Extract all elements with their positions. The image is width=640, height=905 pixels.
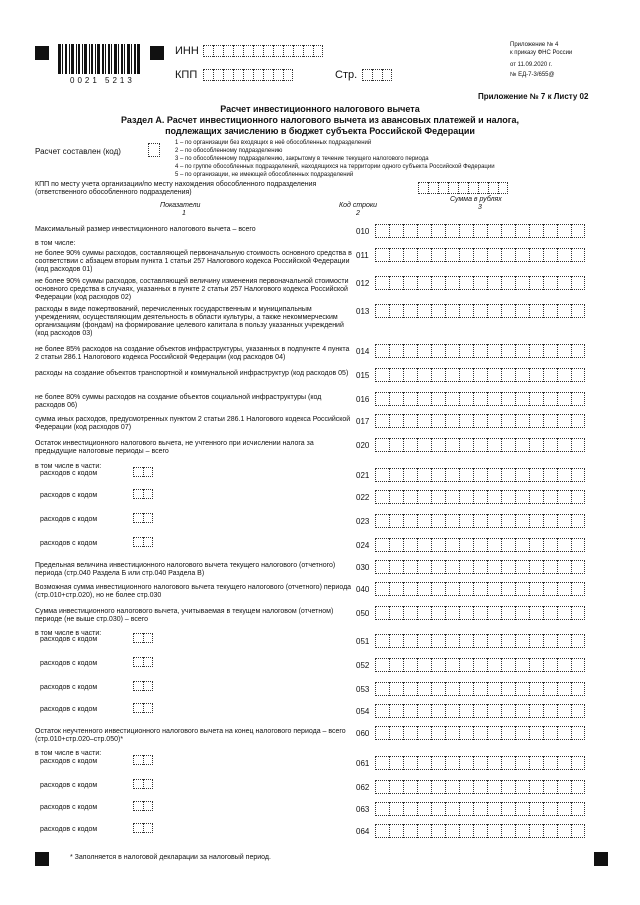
col-code-num: 2	[356, 210, 360, 217]
row-label: расходов с кодом	[40, 636, 98, 643]
page-number-field[interactable]	[362, 69, 392, 81]
sum-field[interactable]	[375, 780, 585, 794]
row-code: 052	[356, 661, 370, 670]
row-label: сумма иных расходов, предусмотренных пунктом 2 статьи 286.1 Налогового кодекса Российской Федерации (код расходов 07)	[35, 416, 351, 431]
col-indicators-num: 1	[182, 210, 186, 217]
col-indicators: Показатели	[160, 202, 201, 209]
title-line-2: Раздел А. Расчет инвестиционного налогового вычета из авансовых платежей и налога,	[121, 115, 519, 125]
sum-field[interactable]	[375, 704, 585, 718]
row-code: 021	[356, 471, 370, 480]
expense-code-field[interactable]	[133, 537, 153, 547]
row-code: 051	[356, 637, 370, 646]
sum-field[interactable]	[375, 438, 585, 452]
barcode-number: 0021 5213	[70, 76, 135, 85]
sum-field[interactable]	[375, 304, 585, 318]
row-label: в том числе в части:	[35, 463, 102, 470]
row-code: 040	[356, 585, 370, 594]
kpp-location-field[interactable]	[418, 182, 508, 194]
row-label: расходов с кодом	[40, 684, 98, 691]
calc-option-5: 5 – по организации, не имеющей обособленных подразделений	[175, 172, 354, 178]
sum-field[interactable]	[375, 248, 585, 262]
row-label: расходов с кодом	[40, 804, 98, 811]
row-label: не более 90% суммы расходов, составляющей первоначальную стоимость основного средства в соответствии с абзацем вторым пункта 1 статьи 257 Налогового кодекса Российской Федерации (код расходов 01)	[35, 250, 352, 273]
row-label: расходов с кодом	[40, 540, 98, 547]
expense-code-field[interactable]	[133, 681, 153, 691]
row-code: 030	[356, 563, 370, 572]
row-label: в том числе в части:	[35, 750, 102, 757]
appendix-sheet: Приложение № 7 к Листу 02	[478, 92, 589, 101]
sum-field[interactable]	[375, 490, 585, 504]
sum-field[interactable]	[375, 726, 585, 740]
row-code: 015	[356, 371, 370, 380]
row-code: 022	[356, 493, 370, 502]
row-label: расходов с кодом	[40, 782, 98, 789]
row-label: в том числе в части:	[35, 630, 102, 637]
row-label: расходов с кодом	[40, 660, 98, 667]
sum-field[interactable]	[375, 802, 585, 816]
corner-marker-top-mid	[150, 46, 164, 60]
col-code: Код строки	[339, 202, 378, 209]
sum-field[interactable]	[375, 276, 585, 290]
appendix-line-2: к приказу ФНС России	[510, 50, 573, 56]
corner-marker-top-left	[35, 46, 49, 60]
row-code: 013	[356, 307, 370, 316]
inn-label: ИНН	[175, 45, 199, 57]
sum-field[interactable]	[375, 756, 585, 770]
row-label: Максимальный размер инвестиционного налогового вычета – всего	[35, 226, 256, 233]
row-code: 020	[356, 441, 370, 450]
sum-field[interactable]	[375, 514, 585, 528]
footnote: * Заполняется в налоговой декларации за налоговый период.	[70, 854, 271, 861]
row-code: 017	[356, 417, 370, 426]
corner-marker-bottom-left	[35, 852, 49, 866]
row-code: 024	[356, 541, 370, 550]
expense-code-field[interactable]	[133, 513, 153, 523]
row-label: Возможная сумма инвестиционного налогового вычета текущего налогового (отчетного) периода (стр.010+стр.020), но не более стр.030	[35, 584, 352, 599]
sum-field[interactable]	[375, 538, 585, 552]
title-line-1: Расчет инвестиционного налогового вычета	[220, 104, 420, 114]
sum-field[interactable]	[375, 414, 585, 428]
appendix-line-4: № ЕД-7-3/655@	[510, 72, 555, 78]
row-code: 064	[356, 827, 370, 836]
sum-field[interactable]	[375, 392, 585, 406]
title-line-3: подлежащих зачислению в бюджет субъекта Российской Федерации	[165, 126, 475, 136]
row-label: Остаток неучтенного инвестиционного налогового вычета на конец налогового периода – всего (стр.010+стр.020–стр.050)*	[35, 728, 346, 743]
kpp-field[interactable]	[203, 69, 293, 81]
sum-field[interactable]	[375, 658, 585, 672]
row-label: расходов с кодом	[40, 826, 98, 833]
col-sum: Сумма в рублях	[450, 196, 502, 203]
row-label: расходы на создание объектов транспортной и коммунальной инфраструктур (код расходов 05)	[35, 370, 349, 377]
sum-field[interactable]	[375, 368, 585, 382]
appendix-line-3: от 11.09.2020 г.	[510, 62, 552, 68]
sum-field[interactable]	[375, 560, 585, 574]
row-label: Остаток инвестиционного налогового вычета, не учтенного при исчислении налога за предыдущие налоговые периоды – всего	[35, 440, 314, 455]
expense-code-field[interactable]	[133, 467, 153, 477]
row-code: 010	[356, 227, 370, 236]
row-code: 053	[356, 685, 370, 694]
kpp-location-label: КПП по месту учета организации/по месту нахождения обособленного подразделения (ответственного обособленного подразделения)	[35, 181, 317, 196]
row-label: не более 85% расходов на создание объектов инфраструктуры, указанных в подпункте 4 пункта 2 статьи 286.1 Налогового кодекса Российской Федерации (код расходов 04)	[35, 346, 350, 361]
row-code: 023	[356, 517, 370, 526]
barcode	[58, 44, 140, 74]
row-code: 063	[356, 805, 370, 814]
row-label: расходов с кодом	[40, 706, 98, 713]
appendix-line-1: Приложение № 4	[510, 42, 559, 48]
row-label: не более 80% суммы расходов на создание объектов социальной инфраструктуры (код расходов 06)	[35, 394, 322, 409]
row-code: 062	[356, 783, 370, 792]
expense-code-field[interactable]	[133, 489, 153, 499]
inn-field[interactable]	[203, 45, 323, 57]
sum-field[interactable]	[375, 682, 585, 696]
kpp-label: КПП	[175, 69, 198, 81]
barcode-graphic	[58, 44, 140, 74]
row-code: 054	[356, 707, 370, 716]
expense-code-field[interactable]	[133, 779, 153, 789]
row-label: расходов с кодом	[40, 470, 98, 477]
calc-option-1: 1 – по организации без входящих в неё обособленных подразделений	[175, 140, 372, 146]
page-label: Стр.	[335, 69, 358, 81]
row-code: 016	[356, 395, 370, 404]
row-code: 050	[356, 609, 370, 618]
row-code: 014	[356, 347, 370, 356]
sum-field[interactable]	[375, 344, 585, 358]
row-code: 061	[356, 759, 370, 768]
expense-code-field[interactable]	[133, 755, 153, 765]
calc-code-field[interactable]	[148, 143, 160, 157]
row-label: не более 90% суммы расходов, составляющей величину изменения первоначальной стоимости основного средства в случаях, указанных в пункте 2 статьи 257 Налогового кодекса Российской Федерации (код расходов 02)	[35, 278, 349, 301]
sum-field[interactable]	[375, 634, 585, 648]
row-label: расходы в виде пожертвований, перечисленных государственным и муниципальным учреждениям, осуществляющим деятельность в области культуры, а также некоммерческим организациям (фондам) на формирование целевого капитала в пользу указанных учреждений (код расходов 03)	[35, 306, 344, 337]
calc-option-3: 3 – по обособленному подразделению, закрытому в течение текущего налогового периода	[175, 156, 429, 162]
row-label: в том числе:	[35, 240, 76, 247]
row-label: Предельная величина инвестиционного налогового вычета текущего налогового (отчетного) периода (стр.040 Раздела Б или стр.040 Раздела В)	[35, 562, 336, 577]
sum-field[interactable]	[375, 606, 585, 620]
row-code: 012	[356, 279, 370, 288]
row-label: расходов с кодом	[40, 758, 98, 765]
row-code: 060	[356, 729, 370, 738]
expense-code-field[interactable]	[133, 801, 153, 811]
calc-option-2: 2 – по обособленному подразделению	[175, 148, 283, 154]
col-sum-num: 3	[478, 204, 482, 211]
corner-marker-bottom-right	[594, 852, 608, 866]
row-label: Сумма инвестиционного налогового вычета, учитываемая в текущем налоговом (отчетном) периоде (не выше стр.030) – всего	[35, 608, 334, 623]
expense-code-field[interactable]	[133, 703, 153, 713]
row-code: 011	[356, 251, 369, 260]
sum-field[interactable]	[375, 824, 585, 838]
sum-field[interactable]	[375, 582, 585, 596]
row-label: расходов с кодом	[40, 516, 98, 523]
expense-code-field[interactable]	[133, 657, 153, 667]
row-label: расходов с кодом	[40, 492, 98, 499]
calc-code-label: Расчет составлен (код)	[35, 147, 121, 156]
sum-field[interactable]	[375, 224, 585, 238]
sum-field[interactable]	[375, 468, 585, 482]
expense-code-field[interactable]	[133, 823, 153, 833]
expense-code-field[interactable]	[133, 633, 153, 643]
calc-option-4: 4 – по группе обособленных подразделений, находящихся на территории одного субъекта Российской Федерации	[175, 164, 495, 170]
